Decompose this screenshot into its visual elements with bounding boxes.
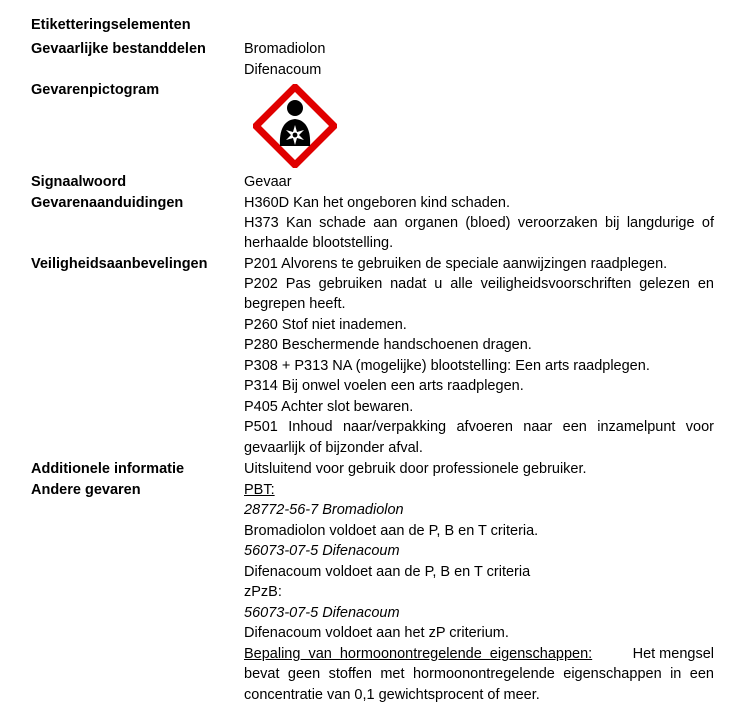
precautionary-statement-line: P405 Achter slot bewaren. <box>244 399 414 415</box>
endocrine-heading: Bepaling van hormoonontregelende eigenschappen: <box>244 646 593 662</box>
zpzb-substance-cas: 56073-07-5 Difenacoum <box>244 605 400 621</box>
pbt-heading: PBT: <box>244 482 275 498</box>
precautionary-statement-line: P501 Inhoud naar/verpakking afvoeren naar een inzamelpunt voor <box>244 419 714 435</box>
section-title: Etiketteringselementen <box>31 17 191 33</box>
pictogram-label: Gevarenpictogram <box>31 82 160 98</box>
endocrine-line <box>244 646 714 662</box>
signal-word-value: Gevaar <box>244 174 292 190</box>
health-hazard-icon <box>253 84 337 168</box>
precautionary-statements-label: Veiligheidsaanbevelingen <box>31 256 208 272</box>
precautionary-statement-line: P260 Stof niet inademen. <box>244 317 407 333</box>
precautionary-statement-line: P308 + P313 NA (mogelijke) blootstelling: Een arts raadplegen. <box>244 358 650 374</box>
precautionary-statement-line: P201 Alvorens te gebruiken de speciale aanwijzingen raadplegen. <box>244 256 668 272</box>
other-hazards-label: Andere gevaren <box>31 482 141 498</box>
pbt-substance-text: Bromadiolon voldoet aan de P, B en T criteria. <box>244 523 539 539</box>
signal-word-label: Signaalwoord <box>31 174 127 190</box>
additional-info-value: Uitsluitend voor gebruik door professionele gebruiker. <box>244 461 587 477</box>
hazard-statement-line: herhaalde blootstelling. <box>244 235 394 251</box>
precautionary-statement-line: P280 Beschermende handschoenen dragen. <box>244 337 532 353</box>
endocrine-line: concentratie van 0,1 gewichtsprocent of meer. <box>244 687 540 703</box>
hazard-statement-line: H360D Kan het ongeboren kind schaden. <box>244 195 511 211</box>
zpzb-heading: zPzB: <box>244 584 282 600</box>
additional-info-label: Additionele informatie <box>31 461 185 477</box>
precautionary-statement-line: begrepen heeft. <box>244 296 346 312</box>
precautionary-statement-line: P314 Bij onwel voelen een arts raadplegen. <box>244 378 524 394</box>
hazard-statement-line: H373 Kan schade aan organen (bloed) veroorzaken bij langdurige of <box>244 215 714 231</box>
dangerous-components-label: Gevaarlijke bestanddelen <box>31 41 206 57</box>
pbt-substance-cas: 28772-56-7 Bromadiolon <box>244 502 404 518</box>
pbt-substance-text: Difenacoum voldoet aan de P, B en T criteria <box>244 564 531 580</box>
endocrine-line1-rest: Het mengsel <box>632 646 714 662</box>
precautionary-statement-line: gevaarlijk of bijzonder afval. <box>244 440 423 456</box>
pbt-substance-cas: 56073-07-5 Difenacoum <box>244 543 400 559</box>
endocrine-line: bevat geen stoffen met hormoonontregelende eigenschappen in een <box>244 666 714 682</box>
component-value: Bromadiolon <box>244 41 326 57</box>
component-value: Difenacoum <box>244 62 322 78</box>
hazard-statements-label: Gevarenaanduidingen <box>31 195 184 211</box>
zpzb-substance-text: Difenacoum voldoet aan het zP criterium. <box>244 625 509 641</box>
precautionary-statement-line: P202 Pas gebruiken nadat u alle veiligheidsvoorschriften gelezen en <box>244 276 714 292</box>
